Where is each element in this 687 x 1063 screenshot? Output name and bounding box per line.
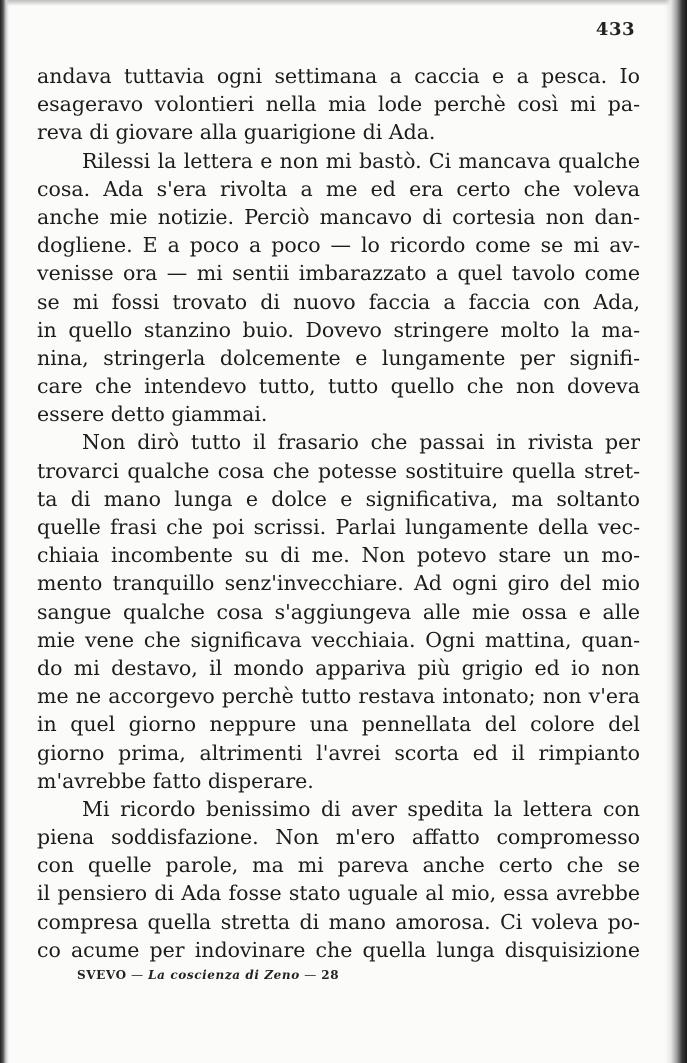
page-footer xyxy=(77,968,339,982)
text-line: dogliene. E a poco a poco — lo ricordo come se mi av- xyxy=(37,233,640,258)
text-line: cosa. Ada s'era rivolta a me ed era certo che voleva xyxy=(37,176,640,201)
text-line: compresa quella stretta di mano amorosa. Ci voleva po- xyxy=(37,909,640,934)
text-line: in quel giorno neppure una pennellata del colore del xyxy=(37,712,640,737)
text-line: ta di mano lunga e dolce e significativa, ma soltanto xyxy=(37,486,640,511)
text-line: il pensiero di Ada fosse stato uguale al mio, essa avrebbe xyxy=(37,881,640,906)
text-line: Non dirò tutto il frasario che passai in rivista per xyxy=(82,430,640,455)
text-line: esageravo volontieri nella mia lode perchè così mi pa- xyxy=(37,92,640,117)
footer-dash: — xyxy=(304,968,317,982)
text-line: essere detto giammai. xyxy=(37,402,268,427)
text-line: mie vene che significava vecchiaia. Ogni mattina, quan- xyxy=(37,627,640,652)
text-line: Mi ricordo benissimo di aver spedita la lettera con xyxy=(82,796,640,821)
text-line: m'avrebbe fatto disperare. xyxy=(37,768,314,793)
text-line: nina, stringerla dolcemente e lungamente per signifi- xyxy=(37,345,640,370)
text-line: con quelle parole, ma mi pareva anche certo che se xyxy=(37,853,640,878)
text-line: in quello stanzino buio. Dovevo stringere molto la ma- xyxy=(37,317,640,342)
text-line: trovarci qualche cosa che potesse sostituire quella stret- xyxy=(37,458,640,483)
text-line: chiaia incombente su di me. Non potevo stare un mo- xyxy=(37,543,640,568)
text-line: me ne accorgevo perchè tutto restava intonato; non v'era xyxy=(37,684,640,709)
text-line: Rilessi la lettera e non mi bastò. Ci mancava qualche xyxy=(82,148,640,173)
text-line: anche mie notizie. Perciò mancavo di cortesia non dan- xyxy=(37,204,640,229)
page-number: 433 xyxy=(595,19,635,40)
text-line: quelle frasi che poi scrissi. Parlai lungamente della vec- xyxy=(37,515,640,539)
footer-book-title: La coscienza di Zeno xyxy=(148,968,300,982)
text-line: co acume per indovinare che quella lunga disquisizione xyxy=(37,937,640,962)
text-line: reva di giovare alla guarigione di Ada. xyxy=(37,120,436,145)
text-line: care che intendevo tutto, tutto quello che non doveva xyxy=(37,374,640,399)
footer-dash: — xyxy=(131,968,144,982)
text-line: mento tranquillo senz'invecchiare. Ad ogni giro del mio xyxy=(37,571,640,596)
footer-signature-number: 28 xyxy=(321,968,340,982)
page-left-edge xyxy=(0,0,9,1063)
footer-author: SVEVO xyxy=(77,968,127,982)
text-line: do mi destavo, il mondo appariva più grigio ed io non xyxy=(37,655,640,680)
text-line: andava tuttavia ogni settimana a caccia e a pesca. Io xyxy=(37,64,640,88)
body-text xyxy=(37,62,640,964)
page-top-edge xyxy=(0,0,687,6)
text-line: venisse ora — mi sentii imbarazzato a quel tavolo come xyxy=(37,261,640,286)
text-line: sangue qualche cosa s'aggiungeva alle mie ossa e alle xyxy=(37,599,640,624)
text-line: se mi fossi trovato di nuovo faccia a faccia con Ada, xyxy=(37,289,640,314)
text-line: giorno prima, altrimenti l'avrei scorta ed il rimpianto xyxy=(37,740,640,765)
page-right-edge xyxy=(665,0,687,1063)
text-line: piena soddisfazione. Non m'ero affatto compromesso xyxy=(37,825,640,850)
